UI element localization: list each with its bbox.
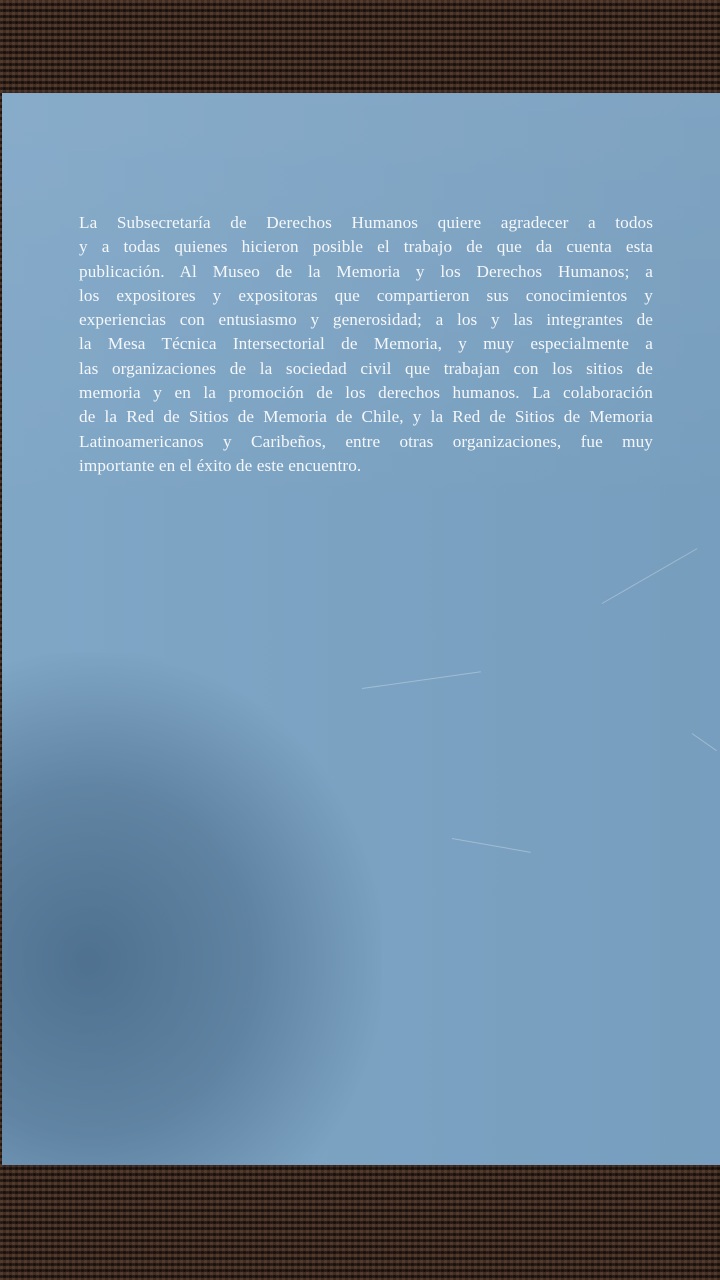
paragraph-line: las organizaciones de la sociedad civil que trabajan con los sitios de [79,358,653,378]
paragraph-line: y a todas quienes hicieron posible el trabajo de que da cuenta esta [79,237,653,257]
paragraph-line: experiencias con entusiasmo y generosidad; a los y las integrantes de [79,310,653,330]
paragraph-line: de la Red de Sitios de Memoria de Chile, y la Red de Sitios de Memoria [79,407,653,427]
paragraph-line: memoria y en la promoción de los derechos humanos. La colaboración [79,383,653,403]
paragraph-line: importante en el éxito de este encuentro. [79,455,362,475]
hand-shadow [2,653,382,1165]
paragraph-line: La Subsecretaría de Derechos Humanos quiere agradecer a todos [79,213,653,232]
paragraph-line: publicación. Al Museo de la Memoria y los Derechos Humanos; a [79,261,653,281]
cover-scratch [602,548,698,604]
acknowledgement-paragraph [79,211,653,478]
paragraph-line: los expositores y expositoras que compartieron sus conocimientos y [79,285,653,305]
paragraph-line: la Mesa Técnica Intersectorial de Memoria, y muy especialmente a [79,334,653,354]
cover-scratch [692,733,717,751]
paragraph-line: Latinoamericanos y Caribeños, entre otras organizaciones, fue muy [79,431,653,451]
cover-scratch [452,838,531,853]
book-back-cover [2,93,720,1165]
cover-scratch [362,671,481,689]
